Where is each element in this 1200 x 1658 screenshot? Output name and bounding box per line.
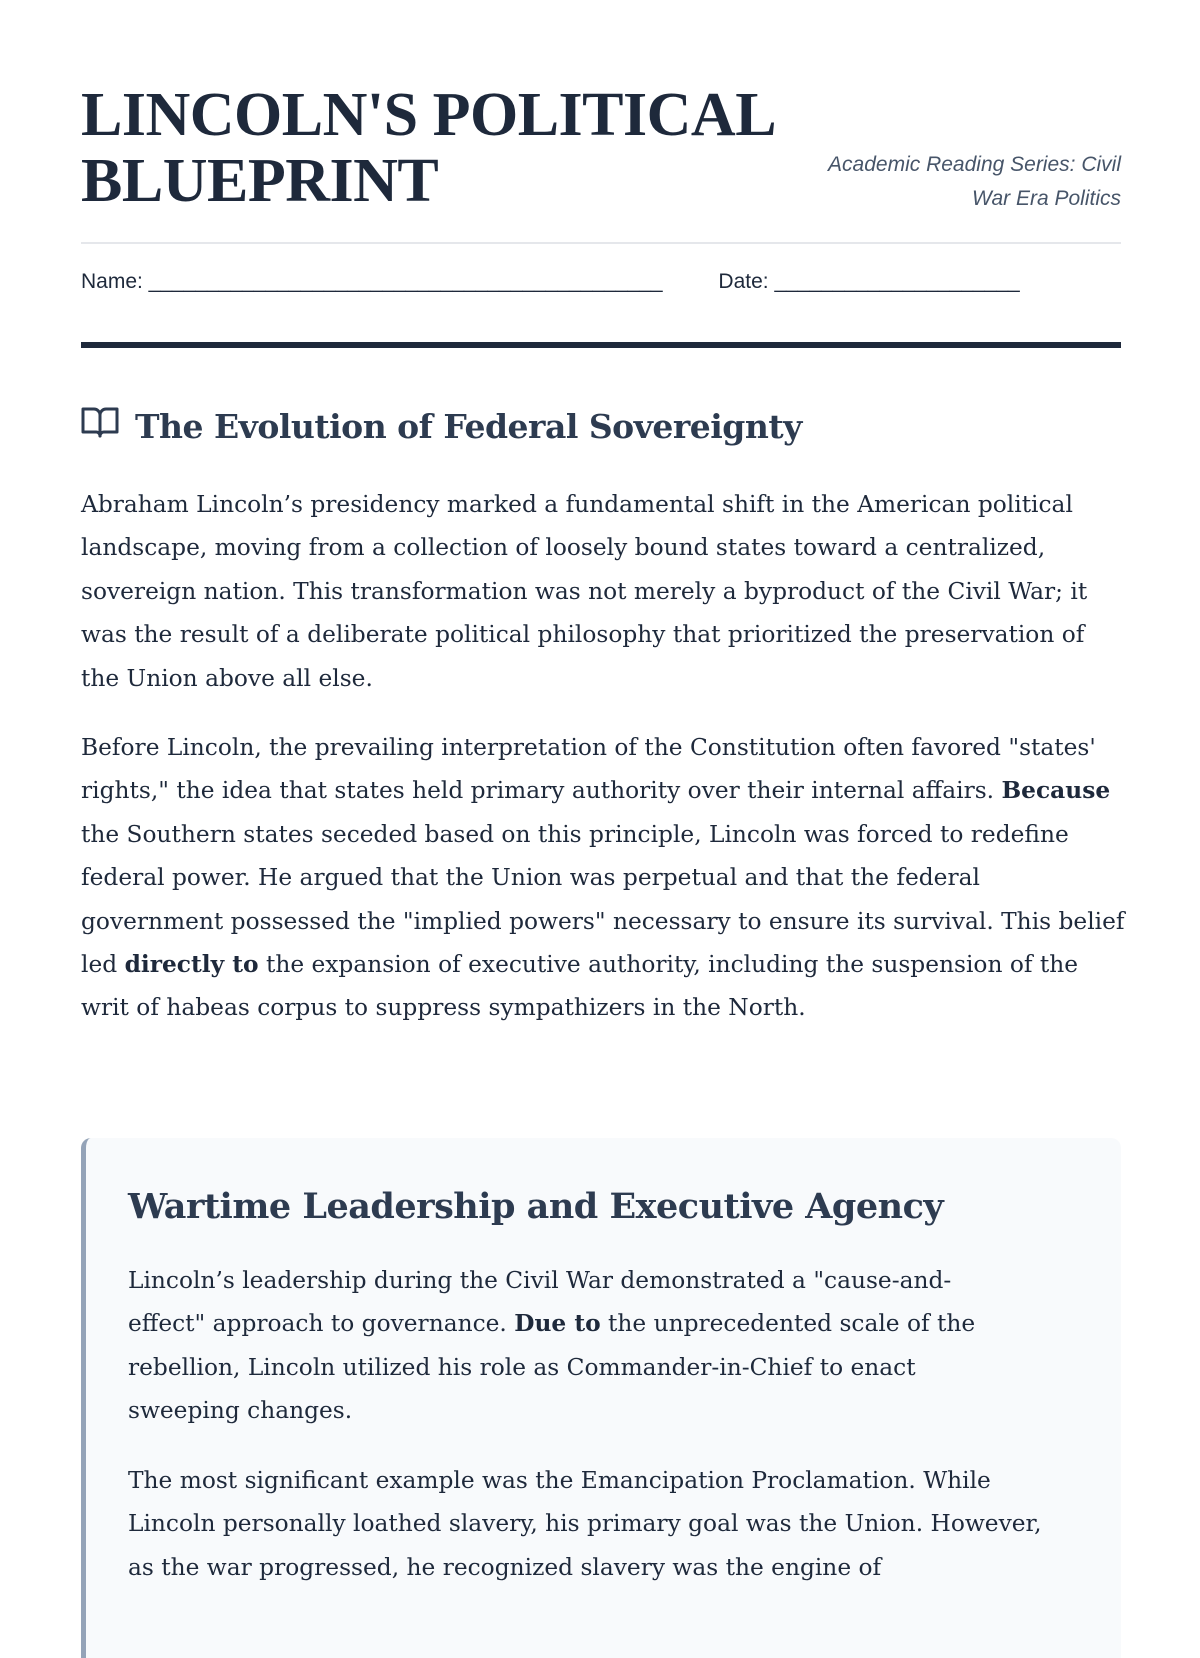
text: the Southern states seceded based on this principle, Lincoln was forced to redefine federal power. He argued that the Union was perpetual and that the federal government possessed the "implied powers" necessary to ensure its survival. This belief led [81,820,1125,979]
emphasis-due-to: Due to [514,1310,601,1338]
book-open-icon [81,405,119,447]
subtitle-line-1: Academic Reading Series: Civil [828,153,1121,176]
title-line-1: LINCOLN'S POLITICAL [81,81,777,149]
series-subtitle [791,148,1121,216]
text: the unprecedented scale of the rebellion, Lincoln utilized his role as Commander-in-Chief to enact sweeping changes. [128,1310,976,1425]
text: the expansion of executive authority, including the suspension of the writ of habeas corpus to suppress sympathizers in the North. [81,951,1079,1022]
text: Before Lincoln, the prevailing interpretation of the Constitution often favored "states' rights," the idea that states held primary authority over their internal affairs. [81,734,1096,805]
paragraph-1: Abraham Lincoln’s presidency marked a fundamental shift in the American political landscape, moving from a collection of loosely bound states toward a centralized, sovereign nation. This transformation was not merely a byproduct of the Civil War; it was the result of a deliberate political philosophy that prioritized the preservation of the Union above all else. [81,491,1088,692]
subtitle-line-2: War Era Politics [972,187,1121,210]
name-field[interactable]: Name: ____________________________________________ [81,270,663,293]
section-heading [81,405,802,447]
callout-paragraph-1 [128,1259,1028,1433]
callout-box [81,1138,1121,1658]
callout-heading: Wartime Leadership and Executive Agency [128,1186,944,1227]
emphasis-directly-to: directly to [124,951,259,979]
worksheet-header [81,0,1121,244]
callout-paragraph-2: The most significant example was the Emancipation Proclamation. While Lincoln personally loathed slavery, his primary goal was the Union. However, as the war progressed, he recognized slavery was the engine of [128,1467,1042,1581]
emphasis-because: Because [1001,777,1111,805]
student-fields [81,270,1020,294]
date-field[interactable]: Date: _____________________ [718,270,1020,293]
section-heading-text: The Evolution of Federal Sovereignty [135,406,802,446]
page-title [81,82,776,214]
worksheet-page [81,0,1125,1581]
header-divider [81,342,1121,348]
paragraph-2 [81,726,1126,1030]
text: Lincoln’s leadership during the Civil War demonstrated a "cause-and-effect" approach to governance. [128,1267,952,1338]
title-line-2: BLUEPRINT [81,147,439,215]
